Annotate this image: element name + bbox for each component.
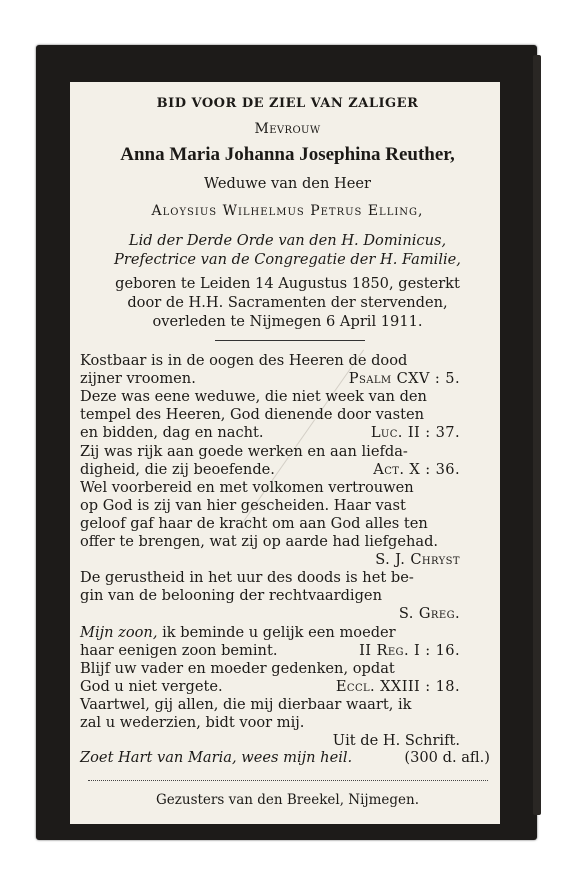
text-line (80, 515, 490, 533)
text-line (80, 569, 490, 587)
text-line-main: Deze was eene weduwe, die niet week van den (80, 388, 427, 406)
invocation-line (80, 749, 490, 767)
printer-line: Gezusters van den Breekel, Nijmegen. (155, 792, 420, 808)
scripture-reference: II Reg. I : 16. (359, 641, 460, 659)
invocation-text: Zoet Hart van Maria, wees mijn heil. (80, 749, 353, 766)
text-line (80, 388, 490, 406)
text-line (80, 696, 490, 714)
text-line (80, 461, 490, 479)
text-line-main: De gerustheid in het uur des doods is het be- (80, 569, 414, 587)
text-line-main: God u niet vergete. (80, 677, 223, 695)
text-line (80, 424, 490, 442)
text-line-main: haar eenigen zoon bemint. (80, 641, 278, 659)
widow-of-line: Weduwe van den Heer (204, 175, 371, 192)
text-line-main: digheid, die zij beoefende. (80, 460, 275, 478)
text-line-main: en bidden, dag en nacht. (80, 424, 264, 442)
death-line: overleden te Nijmegen 6 April 1911. (152, 313, 423, 330)
text-line-main: Mijn zoon, ik beminde u gelijk een moeder (80, 623, 396, 641)
scripture-reference: S. Greg. (398, 605, 460, 623)
scripture-reference: Eccl. XXIII : 18. (335, 677, 460, 695)
scripture-reference: Psalm CXV : 5. (348, 370, 460, 388)
text-line (80, 497, 490, 515)
text-line (80, 660, 490, 678)
scripture-reference: Uit de H. Schrift. (332, 732, 460, 750)
birth-line: geboren te Leiden 14 Augustus 1850, gesterkt (115, 275, 460, 292)
text-line (80, 624, 490, 642)
prayer-heading: BID VOOR DE ZIEL VAN ZALIGER (156, 96, 419, 111)
text-line (80, 443, 490, 461)
scripture-reference: Act. X : 36. (373, 460, 460, 478)
text-line-main: Wel voorbereid en met volkomen vertrouwen (80, 478, 414, 496)
text-line-main: Vaartwel, gij allen, die mij dierbaar waart, ik (80, 695, 412, 713)
text-line-main: op God is zij van hier gescheiden. Haar vast (80, 496, 406, 514)
text-line (80, 642, 490, 660)
text-line-main: Kostbaar is in de oogen des Heeren de dood (80, 352, 408, 369)
text-line (80, 352, 490, 370)
text-line-main: Zij was rijk aan goede werken en aan liefda- (80, 442, 408, 460)
deceased-name: Anna Maria Johanna Josephina Reuther, (120, 144, 455, 165)
text-line (80, 678, 490, 696)
text-line (80, 533, 490, 551)
role-line-1: Lid der Derde Orde van den H. Dominicus, (128, 232, 447, 249)
text-line (80, 605, 490, 623)
text-line (80, 714, 490, 732)
text-line (80, 732, 490, 750)
role-line-2: Prefectrice van de Congregatie der H. Familie, (114, 251, 461, 268)
text-line (80, 406, 490, 424)
text-line (80, 587, 490, 605)
section-divider (215, 340, 365, 341)
husband-name: Aloysius Wilhelmus Petrus Elling, (151, 203, 424, 219)
sacraments-line: door de H.H. Sacramenten der stervenden, (127, 294, 448, 311)
indulgence-text: (300 d. afl.) (404, 749, 490, 766)
title-mevrouw: Mevrouw (254, 121, 321, 137)
text-line-main: tempel des Heeren, God dienende door vasten (80, 406, 425, 424)
scripture-reference: Luc. II : 37. (370, 424, 460, 442)
text-line-main: gin van de belooning der rechtvaardigen (80, 587, 382, 605)
text-line-main: Blijf uw vader en moeder gedenken, opdat (80, 659, 395, 677)
text-line (80, 370, 490, 388)
text-line (80, 479, 490, 497)
text-line-main: zal u wederzien, bidt voor mij. (80, 714, 305, 731)
text-line-main: geloof gaf haar de kracht om aan God alles ten (80, 514, 428, 532)
footer-divider (88, 780, 488, 781)
text-line-main: offer te brengen, wat zij op aarde had liefgehad. (80, 533, 439, 550)
text-line (80, 551, 490, 569)
text-line-main: zijner vroomen. (80, 370, 196, 388)
scripture-reference: S. J. Chryst (375, 551, 460, 569)
